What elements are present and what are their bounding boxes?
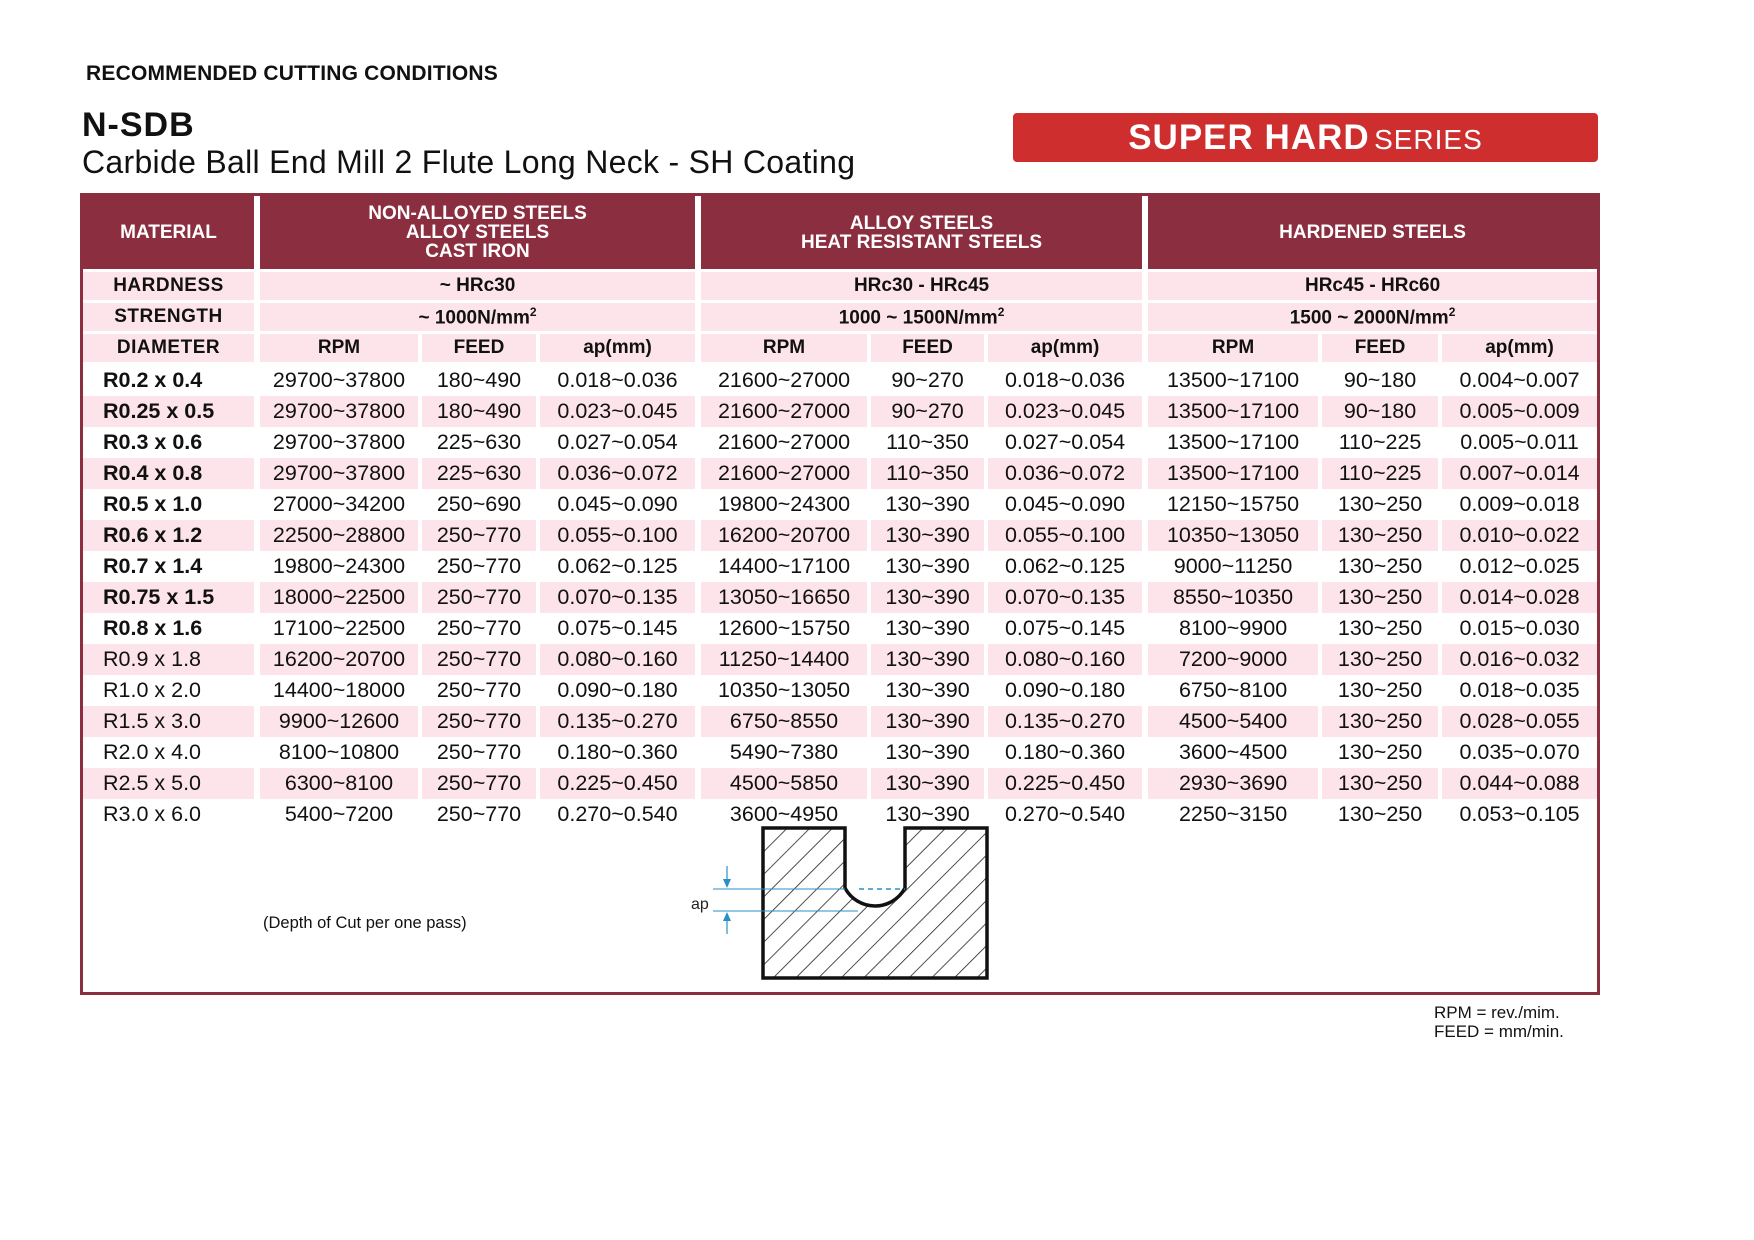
ap-cell: 0.225~0.450 bbox=[536, 768, 695, 799]
rpm-cell: 18000~22500 bbox=[254, 582, 418, 613]
table-row bbox=[83, 520, 1597, 551]
feed-cell: 250~770 bbox=[418, 520, 536, 551]
ap-cell: 0.005~0.009 bbox=[1438, 396, 1597, 427]
group-1-line-1: NON-ALLOYED STEELS bbox=[368, 203, 587, 224]
table-row bbox=[83, 365, 1597, 396]
feed-cell: 130~250 bbox=[1318, 489, 1438, 520]
feed-cell: 130~390 bbox=[867, 582, 984, 613]
ap-cell: 0.080~0.160 bbox=[536, 644, 695, 675]
feed-cell: 130~390 bbox=[867, 768, 984, 799]
feed-cell: 250~770 bbox=[418, 799, 536, 830]
hardness-label: HARDNESS bbox=[83, 269, 254, 303]
group-header-1 bbox=[254, 196, 695, 269]
rpm-cell: 6750~8100 bbox=[1142, 675, 1318, 706]
strength-3 bbox=[1142, 303, 1597, 334]
depth-of-cut-diagram bbox=[663, 816, 1083, 986]
diameter-cell: R0.25 x 0.5 bbox=[83, 396, 254, 427]
feed-cell: 110~350 bbox=[867, 458, 984, 489]
ap-cell: 0.018~0.035 bbox=[1438, 675, 1597, 706]
rpm-cell: 7200~9000 bbox=[1142, 644, 1318, 675]
table-row bbox=[83, 644, 1597, 675]
table-row bbox=[83, 613, 1597, 644]
ap-cell: 0.055~0.100 bbox=[536, 520, 695, 551]
ap-cell: 0.007~0.014 bbox=[1438, 458, 1597, 489]
table-row bbox=[83, 427, 1597, 458]
diameter-label: DIAMETER bbox=[83, 334, 254, 365]
note-feed: FEED = mm/min. bbox=[1434, 1022, 1564, 1041]
strength-row bbox=[83, 303, 1597, 334]
ap-cell: 0.090~0.180 bbox=[536, 675, 695, 706]
diameter-cell: R1.5 x 3.0 bbox=[83, 706, 254, 737]
feed-cell: 130~250 bbox=[1318, 520, 1438, 551]
ap-cell: 0.027~0.054 bbox=[984, 427, 1142, 458]
feed-cell: 130~390 bbox=[867, 551, 984, 582]
feed-cell: 130~390 bbox=[867, 675, 984, 706]
feed-cell: 130~250 bbox=[1318, 675, 1438, 706]
ap-cell: 0.080~0.160 bbox=[984, 644, 1142, 675]
diameter-cell: R0.9 x 1.8 bbox=[83, 644, 254, 675]
ap-cell: 0.010~0.022 bbox=[1438, 520, 1597, 551]
column-header-row bbox=[83, 334, 1597, 365]
cutting-conditions-table bbox=[83, 196, 1597, 830]
diameter-cell: R0.5 x 1.0 bbox=[103, 492, 203, 516]
feed-cell: 90~180 bbox=[1318, 396, 1438, 427]
rpm-cell: 16200~20700 bbox=[695, 520, 867, 551]
feed-cell: 110~225 bbox=[1318, 458, 1438, 489]
table-row bbox=[83, 582, 1597, 613]
rpm-cell: 8100~9900 bbox=[1142, 613, 1318, 644]
hardness-row bbox=[83, 269, 1597, 303]
group-header-3 bbox=[1142, 196, 1597, 269]
ap-cell: 0.062~0.125 bbox=[536, 551, 695, 582]
feed-cell: 130~250 bbox=[1318, 706, 1438, 737]
table-row bbox=[83, 458, 1597, 489]
rpm-cell: 29700~37800 bbox=[254, 458, 418, 489]
table-row bbox=[83, 675, 1597, 706]
rpm-cell: 13500~17100 bbox=[1142, 427, 1318, 458]
rpm-cell: 14400~18000 bbox=[254, 675, 418, 706]
strength-1-sup: 2 bbox=[529, 304, 537, 319]
table-row bbox=[83, 489, 1597, 520]
feed-cell: 250~770 bbox=[418, 737, 536, 768]
rpm-cell: 5400~7200 bbox=[254, 799, 418, 830]
ap-cell: 0.005~0.011 bbox=[1438, 427, 1597, 458]
diameter-cell: R0.75 x 1.5 bbox=[83, 582, 254, 613]
rpm-cell: 10350~13050 bbox=[1142, 520, 1318, 551]
ap-cell: 0.009~0.018 bbox=[1438, 489, 1597, 520]
ap-cell: 0.180~0.360 bbox=[984, 737, 1142, 768]
ap-cell: 0.018~0.036 bbox=[984, 365, 1142, 396]
rpm-cell: 12600~15750 bbox=[695, 613, 867, 644]
strength-1-value: ~ 1000N/mm bbox=[418, 307, 530, 329]
feed-cell: 130~390 bbox=[867, 737, 984, 768]
feed-cell: 130~250 bbox=[1318, 582, 1438, 613]
rpm-cell: 13050~16650 bbox=[695, 582, 867, 613]
depth-of-cut-caption: (Depth of Cut per one pass) bbox=[263, 914, 467, 932]
feed-cell: 110~350 bbox=[867, 427, 984, 458]
rpm-cell: 29700~37800 bbox=[254, 396, 418, 427]
ap-cell: 0.023~0.045 bbox=[984, 396, 1142, 427]
feed-cell: 130~250 bbox=[1318, 799, 1438, 830]
rpm-cell: 29700~37800 bbox=[254, 427, 418, 458]
feed-cell: 130~390 bbox=[867, 520, 984, 551]
col-feed-3: FEED bbox=[1318, 334, 1438, 365]
feed-cell: 250~770 bbox=[418, 551, 536, 582]
rpm-cell: 14400~17100 bbox=[695, 551, 867, 582]
ap-cell: 0.053~0.105 bbox=[1438, 799, 1597, 830]
ap-cell: 0.270~0.540 bbox=[536, 799, 695, 830]
rpm-cell: 2930~3690 bbox=[1142, 768, 1318, 799]
group-header-2 bbox=[695, 196, 1142, 269]
diameter-cell: R2.0 x 4.0 bbox=[103, 740, 201, 764]
rpm-cell: 6300~8100 bbox=[254, 768, 418, 799]
ap-cell: 0.044~0.088 bbox=[1438, 768, 1597, 799]
rpm-cell: 13500~17100 bbox=[1142, 458, 1318, 489]
ap-cell: 0.012~0.025 bbox=[1438, 551, 1597, 582]
ap-cell: 0.004~0.007 bbox=[1438, 365, 1597, 396]
rpm-cell: 4500~5850 bbox=[695, 768, 867, 799]
rpm-cell: 21600~27000 bbox=[695, 458, 867, 489]
ap-cell: 0.075~0.145 bbox=[984, 613, 1142, 644]
ap-cell: 0.062~0.125 bbox=[984, 551, 1142, 582]
rpm-cell: 3600~4500 bbox=[1142, 737, 1318, 768]
ap-cell: 0.270~0.540 bbox=[984, 799, 1142, 830]
workpiece-section bbox=[763, 828, 987, 978]
diameter-cell: R0.6 x 1.2 bbox=[83, 520, 254, 551]
strength-label: STRENGTH bbox=[83, 303, 254, 334]
rpm-cell: 5490~7380 bbox=[695, 737, 867, 768]
table-row bbox=[83, 396, 1597, 427]
rpm-cell: 29700~37800 bbox=[254, 365, 418, 396]
feed-cell: 250~770 bbox=[418, 644, 536, 675]
conditions-sheet bbox=[80, 193, 1600, 995]
col-ap-3: ap(mm) bbox=[1438, 334, 1597, 365]
strength-2-sup: 2 bbox=[997, 304, 1005, 319]
ap-cell: 0.045~0.090 bbox=[984, 489, 1142, 520]
group-2-line-1: ALLOY STEELS bbox=[849, 212, 994, 234]
unit-notes bbox=[1434, 1003, 1564, 1041]
ap-cell: 0.180~0.360 bbox=[536, 737, 695, 768]
col-ap-2: ap(mm) bbox=[984, 334, 1142, 365]
diameter-cell: R1.0 x 2.0 bbox=[103, 678, 201, 702]
table-row bbox=[83, 551, 1597, 582]
rpm-cell: 12150~15750 bbox=[1142, 489, 1318, 520]
ap-cell: 0.036~0.072 bbox=[984, 458, 1142, 489]
ap-cell: 0.028~0.055 bbox=[1438, 706, 1597, 737]
col-ap-1: ap(mm) bbox=[536, 334, 695, 365]
rpm-cell: 3600~4950 bbox=[695, 799, 867, 830]
strength-1 bbox=[254, 303, 695, 334]
feed-cell: 130~390 bbox=[867, 644, 984, 675]
col-rpm-1: RPM bbox=[254, 334, 418, 365]
ap-cell: 0.090~0.180 bbox=[984, 675, 1142, 706]
feed-cell: 250~770 bbox=[418, 582, 536, 613]
rpm-cell: 21600~27000 bbox=[695, 365, 867, 396]
series-sub-label: SERIES bbox=[1374, 124, 1483, 155]
feed-cell: 180~490 bbox=[418, 365, 536, 396]
rpm-cell: 16200~20700 bbox=[254, 644, 418, 675]
diameter-cell: R2.5 x 5.0 bbox=[83, 768, 254, 799]
group-1-line-2: ALLOY STEELS bbox=[405, 222, 550, 243]
col-feed-2: FEED bbox=[867, 334, 984, 365]
rpm-cell: 21600~27000 bbox=[695, 427, 867, 458]
rpm-cell: 10350~13050 bbox=[695, 675, 867, 706]
col-rpm-3: RPM bbox=[1142, 334, 1318, 365]
material-label: MATERIAL bbox=[83, 196, 254, 269]
rpm-cell: 17100~22500 bbox=[254, 613, 418, 644]
feed-cell: 110~225 bbox=[1318, 427, 1438, 458]
ap-cell: 0.135~0.270 bbox=[536, 706, 695, 737]
col-feed-1: FEED bbox=[418, 334, 536, 365]
rpm-cell: 9000~11250 bbox=[1142, 551, 1318, 582]
rpm-cell: 8100~10800 bbox=[254, 737, 418, 768]
rpm-cell: 6750~8550 bbox=[695, 706, 867, 737]
ap-cell: 0.055~0.100 bbox=[984, 520, 1142, 551]
diameter-cell: R0.3 x 0.6 bbox=[103, 430, 203, 454]
ap-cell: 0.045~0.090 bbox=[536, 489, 695, 520]
strength-3-sup: 2 bbox=[1448, 304, 1456, 319]
feed-cell: 130~250 bbox=[1318, 644, 1438, 675]
product-code: N-SDB bbox=[82, 106, 195, 144]
ap-cell: 0.075~0.145 bbox=[536, 613, 695, 644]
rpm-cell: 27000~34200 bbox=[254, 489, 418, 520]
group-3-line-1: HARDENED STEELS bbox=[1279, 222, 1466, 243]
doc-title: RECOMMENDED CUTTING CONDITIONS bbox=[86, 62, 498, 85]
product-description: Carbide Ball End Mill 2 Flute Long Neck - SH Coating bbox=[82, 144, 856, 180]
feed-cell: 250~770 bbox=[418, 768, 536, 799]
feed-cell: 90~180 bbox=[1318, 365, 1438, 396]
rpm-cell: 19800~24300 bbox=[695, 489, 867, 520]
ap-cell: 0.225~0.450 bbox=[984, 768, 1142, 799]
ap-cell: 0.070~0.135 bbox=[984, 582, 1142, 613]
feed-cell: 250~690 bbox=[418, 489, 536, 520]
rpm-cell: 4500~5400 bbox=[1142, 706, 1318, 737]
ap-cell: 0.023~0.045 bbox=[536, 396, 695, 427]
series-main-label: SUPER HARD bbox=[1128, 118, 1370, 157]
table-row bbox=[83, 768, 1597, 799]
ap-cell: 0.036~0.072 bbox=[536, 458, 695, 489]
diameter-cell: R0.2 x 0.4 bbox=[103, 368, 203, 392]
ap-cell: 0.018~0.036 bbox=[536, 365, 695, 396]
note-rpm: RPM = rev./mim. bbox=[1434, 1003, 1560, 1022]
feed-cell: 250~770 bbox=[418, 613, 536, 644]
feed-cell: 90~270 bbox=[867, 365, 984, 396]
ap-cell: 0.035~0.070 bbox=[1438, 737, 1597, 768]
material-header-row bbox=[83, 196, 1597, 269]
table-row bbox=[83, 706, 1597, 737]
group-1-line-3: CAST IRON bbox=[425, 241, 530, 262]
feed-cell: 130~390 bbox=[867, 799, 984, 830]
feed-cell: 130~390 bbox=[867, 489, 984, 520]
feed-cell: 130~250 bbox=[1318, 613, 1438, 644]
rpm-cell: 13500~17100 bbox=[1142, 396, 1318, 427]
rpm-cell: 22500~28800 bbox=[254, 520, 418, 551]
series-banner bbox=[1013, 113, 1598, 162]
ap-cell: 0.027~0.054 bbox=[536, 427, 695, 458]
feed-cell: 250~770 bbox=[418, 706, 536, 737]
hardness-1: ~ HRc30 bbox=[254, 269, 695, 303]
hardness-3: HRc45 - HRc60 bbox=[1142, 269, 1597, 303]
strength-2-value: 1000 ~ 1500N/mm bbox=[838, 307, 998, 329]
feed-cell: 130~250 bbox=[1318, 737, 1438, 768]
rpm-cell: 8550~10350 bbox=[1142, 582, 1318, 613]
feed-cell: 130~250 bbox=[1318, 551, 1438, 582]
rpm-cell: 2250~3150 bbox=[1142, 799, 1318, 830]
group-2-line-2: HEAT RESISTANT STEELS bbox=[801, 231, 1043, 253]
diameter-cell: R0.4 x 0.8 bbox=[83, 458, 254, 489]
diameter-cell: R0.8 x 1.6 bbox=[103, 616, 203, 640]
feed-cell: 90~270 bbox=[867, 396, 984, 427]
feed-cell: 225~630 bbox=[418, 458, 536, 489]
feed-cell: 130~250 bbox=[1318, 768, 1438, 799]
feed-cell: 130~390 bbox=[867, 706, 984, 737]
hardness-2: HRc30 - HRc45 bbox=[695, 269, 1142, 303]
ap-cell: 0.016~0.032 bbox=[1438, 644, 1597, 675]
rpm-cell: 19800~24300 bbox=[254, 551, 418, 582]
ap-label: ap bbox=[691, 896, 709, 913]
ap-cell: 0.015~0.030 bbox=[1438, 613, 1597, 644]
ap-cell: 0.135~0.270 bbox=[984, 706, 1142, 737]
ap-cell: 0.014~0.028 bbox=[1438, 582, 1597, 613]
feed-cell: 180~490 bbox=[418, 396, 536, 427]
rpm-cell: 13500~17100 bbox=[1142, 365, 1318, 396]
diameter-cell: R0.7 x 1.4 bbox=[103, 554, 203, 578]
strength-2 bbox=[695, 303, 1142, 334]
strength-3-value: 1500 ~ 2000N/mm bbox=[1289, 307, 1449, 329]
feed-cell: 225~630 bbox=[418, 427, 536, 458]
diameter-cell: R3.0 x 6.0 bbox=[103, 802, 201, 826]
feed-cell: 250~770 bbox=[418, 675, 536, 706]
col-rpm-2: RPM bbox=[695, 334, 867, 365]
rpm-cell: 11250~14400 bbox=[695, 644, 867, 675]
rpm-cell: 21600~27000 bbox=[695, 396, 867, 427]
rpm-cell: 9900~12600 bbox=[254, 706, 418, 737]
feed-cell: 130~390 bbox=[867, 613, 984, 644]
ap-cell: 0.070~0.135 bbox=[536, 582, 695, 613]
table-row bbox=[83, 737, 1597, 768]
